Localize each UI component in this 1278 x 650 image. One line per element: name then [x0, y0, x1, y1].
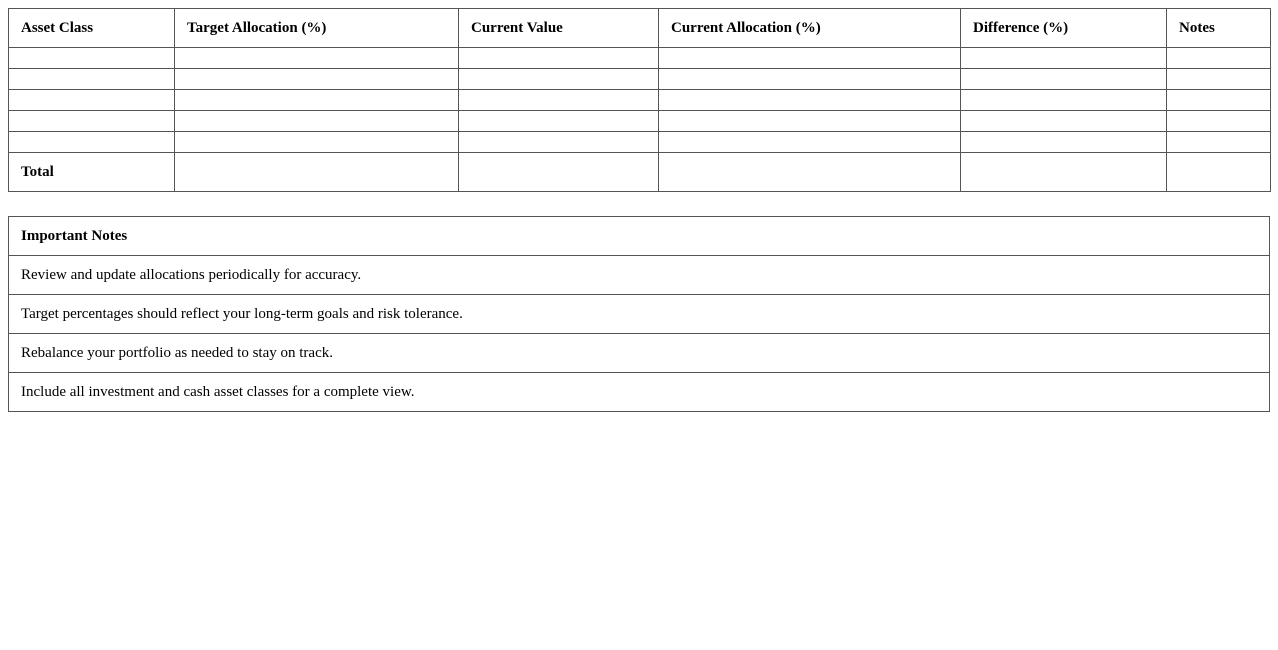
important-notes-table — [8, 216, 1270, 412]
table-cell[interactable] — [459, 69, 659, 90]
note-row — [9, 334, 1270, 373]
table-cell[interactable] — [961, 48, 1167, 69]
table-cell[interactable] — [1167, 90, 1271, 111]
table-cell[interactable] — [659, 111, 961, 132]
table-cell[interactable] — [175, 90, 459, 111]
table-row — [9, 69, 1271, 90]
table-row — [9, 90, 1271, 111]
table-header-row — [9, 9, 1271, 48]
asset-allocation-table — [8, 8, 1271, 192]
table-row — [9, 111, 1271, 132]
table-cell[interactable] — [1167, 111, 1271, 132]
table-cell[interactable] — [961, 69, 1167, 90]
note-text: Include all investment and cash asset classes for a complete view. — [9, 373, 1270, 412]
total-notes-cell[interactable] — [1167, 153, 1271, 192]
notes-heading-row — [9, 217, 1270, 256]
note-row — [9, 373, 1270, 412]
column-header-asset-class: Asset Class — [9, 9, 175, 48]
table-cell[interactable] — [459, 90, 659, 111]
table-cell[interactable] — [175, 48, 459, 69]
table-cell[interactable] — [961, 90, 1167, 111]
column-header-notes: Notes — [1167, 9, 1271, 48]
notes-heading: Important Notes — [9, 217, 1270, 256]
column-header-target-allocation: Target Allocation (%) — [175, 9, 459, 48]
column-header-current-allocation: Current Allocation (%) — [659, 9, 961, 48]
total-target-allocation-cell[interactable] — [175, 153, 459, 192]
total-current-value-cell[interactable] — [459, 153, 659, 192]
note-row — [9, 295, 1270, 334]
table-cell[interactable] — [659, 90, 961, 111]
table-cell[interactable] — [9, 132, 175, 153]
table-cell[interactable] — [459, 48, 659, 69]
table-cell[interactable] — [659, 69, 961, 90]
total-current-allocation-cell[interactable] — [659, 153, 961, 192]
table-row — [9, 48, 1271, 69]
table-row — [9, 132, 1271, 153]
table-cell[interactable] — [175, 69, 459, 90]
table-cell[interactable] — [961, 111, 1167, 132]
table-cell[interactable] — [175, 111, 459, 132]
table-cell[interactable] — [961, 132, 1167, 153]
column-header-difference: Difference (%) — [961, 9, 1167, 48]
table-cell[interactable] — [1167, 48, 1271, 69]
table-cell[interactable] — [9, 90, 175, 111]
table-cell[interactable] — [459, 111, 659, 132]
table-cell[interactable] — [1167, 132, 1271, 153]
total-label: Total — [9, 153, 175, 192]
table-cell[interactable] — [175, 132, 459, 153]
table-cell[interactable] — [459, 132, 659, 153]
table-cell[interactable] — [9, 111, 175, 132]
note-text: Review and update allocations periodically for accuracy. — [9, 256, 1270, 295]
table-cell[interactable] — [659, 48, 961, 69]
note-row — [9, 256, 1270, 295]
note-text: Rebalance your portfolio as needed to stay on track. — [9, 334, 1270, 373]
table-cell[interactable] — [9, 69, 175, 90]
total-row — [9, 153, 1271, 192]
table-cell[interactable] — [659, 132, 961, 153]
total-difference-cell[interactable] — [961, 153, 1167, 192]
table-cell[interactable] — [1167, 69, 1271, 90]
note-text: Target percentages should reflect your long-term goals and risk tolerance. — [9, 295, 1270, 334]
table-cell[interactable] — [9, 48, 175, 69]
column-header-current-value: Current Value — [459, 9, 659, 48]
